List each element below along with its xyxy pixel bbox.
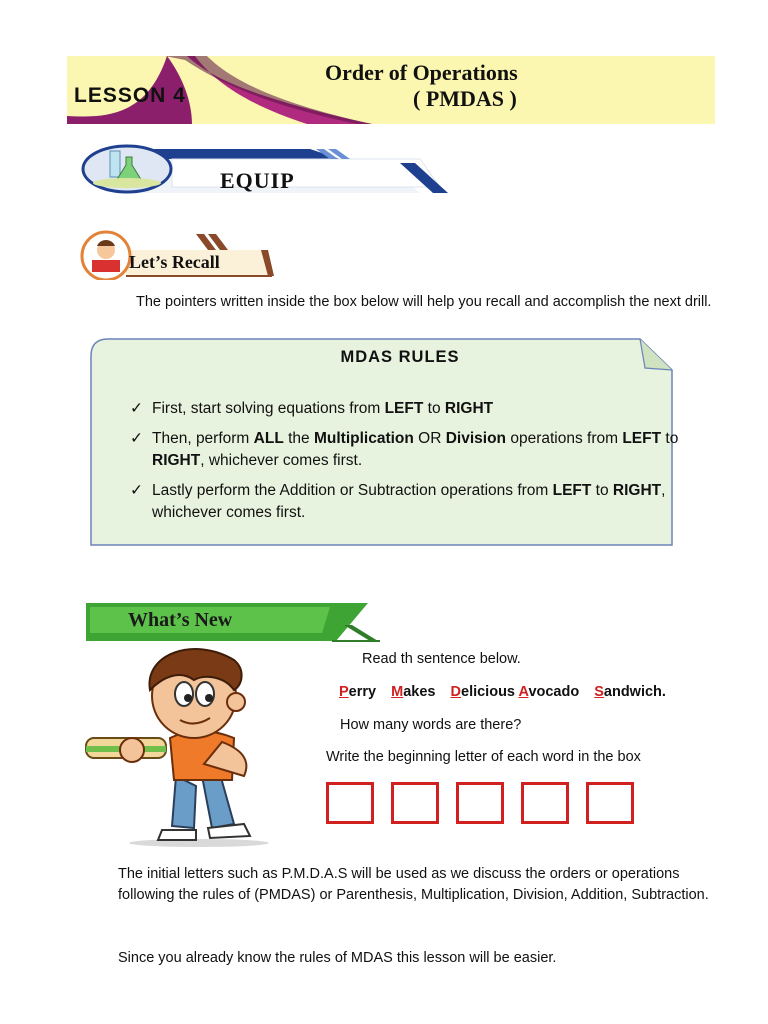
read-instruction: Read th sentence below.	[362, 651, 521, 667]
checkmark-icon: ✓	[130, 430, 143, 447]
sentence-word: Makes	[391, 684, 436, 700]
answer-box-2[interactable]	[391, 782, 439, 824]
rule-item: ✓ Then, perform ALL the Multiplication OR Division operations from LEFT to RIGHT, whichever comes first.	[130, 430, 679, 469]
boy-eating-sandwich-illustration	[84, 646, 309, 848]
write-instruction: Write the beginning letter of each word in the box	[326, 749, 641, 765]
sentence-word: Sandwich	[594, 684, 662, 700]
checkmark-icon: ✓	[130, 482, 143, 499]
lesson-subtitle: ( PMDAS )	[413, 86, 517, 111]
rule-item: ✓ First, start solving equations from LEFT to RIGHT	[130, 398, 690, 420]
sentence-word: Avocado	[518, 684, 580, 700]
pmdas-explanation-paragraph: The initial letters such as P.M.D.A.S will be used as we discuss the orders or operations following the rules of (PMDAS) or Parenthesis, Multiplication, Division, Addition, Subtraction.	[118, 866, 709, 903]
sentence-word: Perry	[339, 684, 377, 700]
answer-box-4[interactable]	[521, 782, 569, 824]
equip-title: EQUIP	[220, 168, 295, 193]
answer-box-3[interactable]	[456, 782, 504, 824]
lesson-number: LESSON 4	[74, 84, 186, 107]
checkmark-icon: ✓	[130, 400, 143, 417]
pmdas-sentence: Perry Makes Delicious Avocado Sandwich.	[339, 684, 666, 700]
mdas-rules-title: MDAS RULES	[340, 348, 460, 366]
word-count-question: How many words are there?	[340, 717, 522, 733]
intro-paragraph: The pointers written inside the box below will help you recall and accomplish the next drill.	[136, 294, 712, 310]
whats-new-title: What’s New	[128, 609, 233, 631]
answer-box-5[interactable]	[586, 782, 634, 824]
answer-box-1[interactable]	[326, 782, 374, 824]
rule-item: ✓ Lastly perform the Addition or Subtraction operations from LEFT to RIGHT, whichever comes first.	[130, 482, 666, 521]
closing-paragraph: Since you already know the rules of MDAS this lesson will be easier.	[118, 950, 557, 966]
lesson-title: Order of Operations	[325, 60, 518, 85]
sentence-word: Delicious	[450, 684, 515, 700]
recall-title: Let’s Recall	[129, 252, 220, 272]
